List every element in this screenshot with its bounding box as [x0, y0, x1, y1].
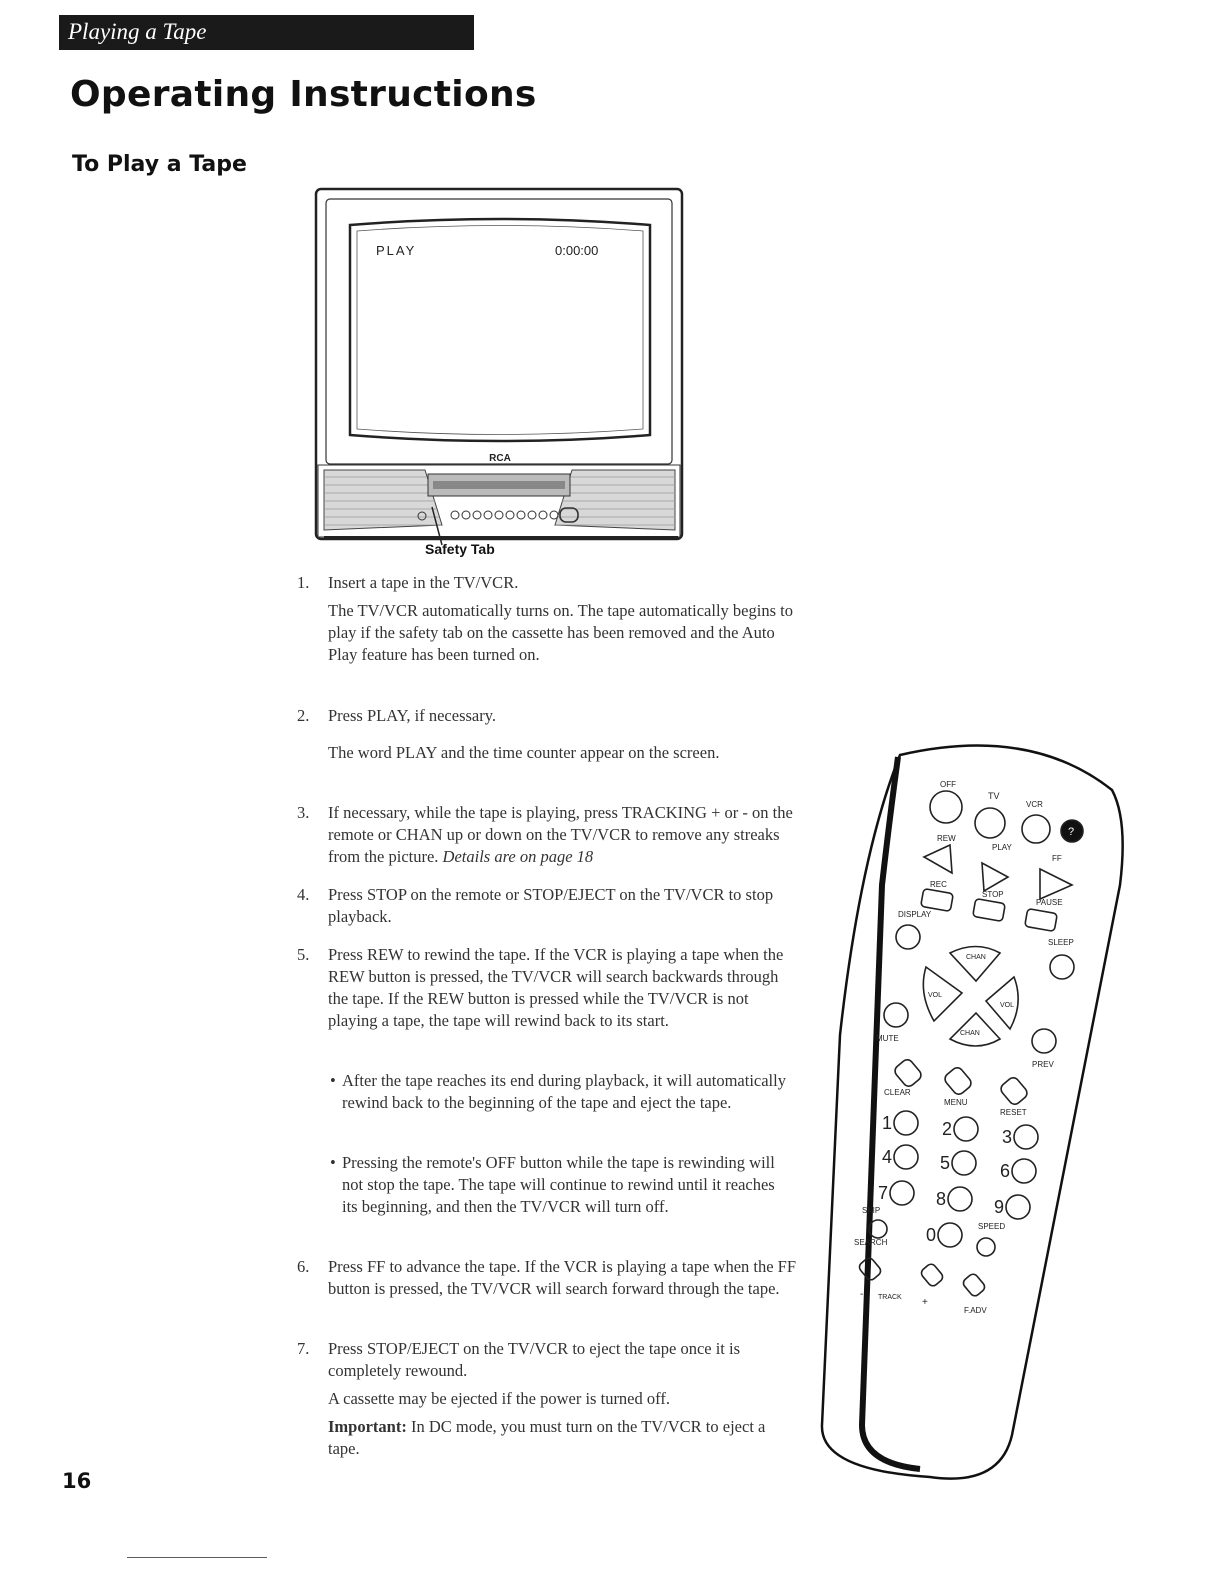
section-subtitle: To Play a Tape — [72, 152, 247, 177]
clear-label: CLEAR — [884, 1088, 911, 1097]
step-text: Press STOP/EJECT on the TV/VCR to eject the tape once it is completely rewound. — [328, 1339, 741, 1380]
step-7 — [297, 1338, 798, 1382]
step-number: 7. — [297, 1339, 310, 1358]
digit-6-label: 6 — [1000, 1161, 1011, 1181]
screen-mode-text: PLAY — [376, 243, 417, 258]
left-speaker-grille — [324, 470, 442, 530]
step-number: 5. — [297, 945, 310, 964]
vol-left-label: VOL — [928, 992, 943, 999]
digit-1-label: 1 — [882, 1113, 893, 1133]
digit-4-label: 4 — [882, 1147, 893, 1167]
section-header-bar — [59, 15, 474, 50]
brand-logo: RCA — [489, 453, 511, 464]
step-5 — [297, 944, 798, 1032]
step-5-bullet-2: • Pressing the remote's OFF button while the tape is rewinding will not stop the tape. The tape will continue to rewind until it reaches its beginning, and then the TV/VCR will turn off. — [330, 1152, 790, 1218]
step-3 — [297, 802, 798, 868]
rew-label: REW — [937, 834, 956, 843]
step-6 — [297, 1256, 798, 1300]
page-number: 16 — [62, 1469, 92, 1493]
digit-9-label: 9 — [994, 1197, 1005, 1217]
step-text: Press REW to rewind the tape. If the VCR is playing a tape when the REW button is pressed, the TV/VCR will search backwards through the tape. If the REW button is pressed while the TV/VCR is not playing a tape, the tape will rewind back to its start. — [328, 945, 784, 1030]
prev-label: PREV — [1032, 1060, 1054, 1069]
tv-label: TV — [988, 791, 1000, 801]
chan-up-label: CHAN — [966, 954, 986, 961]
step-7-note: A cassette may be ejected if the power is turned off. — [328, 1389, 670, 1408]
chan-down-label: CHAN — [960, 1030, 980, 1037]
track-label: TRACK — [878, 1294, 902, 1301]
step-text — [328, 802, 798, 868]
important-text: In DC mode, you must turn on the TV/VCR to eject a tape. — [328, 1417, 766, 1458]
safety-tab-caption: Safety Tab — [425, 541, 495, 557]
fadv-label: F.ADV — [964, 1306, 987, 1315]
mute-label: MUTE — [876, 1034, 899, 1043]
off-label: OFF — [940, 780, 956, 789]
page-title: Operating Instructions — [70, 74, 537, 115]
page-reference: Details are on page 18 — [442, 847, 594, 866]
step-3-main: If necessary, while the tape is playing, press TRACKING + or - on the remote or CHAN up or down on the TV/VCR to remove any streaks from the picture. — [328, 803, 793, 866]
digit-3-label: 3 — [1002, 1127, 1013, 1147]
footer-rule — [127, 1557, 267, 1558]
step-number: 4. — [297, 885, 310, 904]
ff-label: FF — [1052, 854, 1062, 863]
step-2 — [297, 705, 798, 727]
screen-counter-text: 0:00:00 — [555, 243, 599, 258]
play-label: PLAY — [992, 843, 1012, 852]
step-5-bullet-1: • After the tape reaches its end during playback, it will automatically rewind back to the beginning of the tape and eject the tape. — [330, 1070, 790, 1114]
rec-label: REC — [930, 880, 947, 889]
important-label: Important: — [328, 1417, 407, 1436]
display-label: DISPLAY — [898, 910, 932, 919]
pause-label: PAUSE — [1036, 898, 1063, 907]
digit-0-label: 0 — [926, 1225, 937, 1245]
digit-8-label: 8 — [936, 1189, 947, 1209]
step-number: 2. — [297, 706, 310, 725]
bullet-text: After the tape reaches its end during playback, it will automatically rewind back to the beginning of the tape and eject the tape. — [342, 1071, 786, 1112]
digit-2-label: 2 — [942, 1119, 953, 1139]
tv-vcr-illustration — [310, 185, 690, 565]
section-label: Playing a Tape — [68, 19, 207, 44]
remote-control-illustration — [800, 735, 1130, 1495]
skip-label: SKIP — [862, 1206, 881, 1215]
step-number: 3. — [297, 803, 310, 822]
vcr-label: VCR — [1026, 800, 1043, 809]
step-2-detail: The word PLAY and the time counter appear on the screen. — [328, 743, 720, 762]
track-plus-label: + — [922, 1297, 928, 1308]
step-4 — [297, 884, 798, 928]
step-1-detail: The TV/VCR automatically turns on. The tape automatically begins to play if the safety tab on the cassette has been removed and the Auto Play feature has been turned on. — [328, 601, 793, 664]
step-1 — [297, 572, 798, 594]
step-text: Press FF to advance the tape. If the VCR is playing a tape when the FF button is pressed, the TV/VCR will search forward through the tape. — [328, 1257, 797, 1298]
reset-label: RESET — [1000, 1108, 1027, 1117]
bullet-text: Pressing the remote's OFF button while the tape is rewinding will not stop the tape. The tape will continue to rewind until it reaches its beginning, and then the TV/VCR will turn off. — [342, 1153, 775, 1216]
step-text: Insert a tape in the TV/VCR. — [328, 573, 519, 592]
vol-right-label: VOL — [1000, 1002, 1015, 1009]
stop-label: STOP — [982, 890, 1004, 899]
sleep-label: SLEEP — [1048, 938, 1074, 947]
svg-text:?: ? — [1068, 826, 1075, 838]
speed-label: SPEED — [978, 1222, 1006, 1231]
track-minus-label: - — [860, 1289, 864, 1300]
step-number: 1. — [297, 573, 310, 592]
digit-7-label: 7 — [878, 1183, 889, 1203]
step-text: Press STOP on the remote or STOP/EJECT on the TV/VCR to stop playback. — [328, 885, 774, 926]
important-note — [328, 1416, 798, 1460]
search-label: SEARCH — [854, 1238, 888, 1247]
digit-5-label: 5 — [940, 1153, 951, 1173]
step-text: Press PLAY, if necessary. — [328, 706, 497, 725]
right-speaker-grille — [555, 470, 675, 530]
menu-label: MENU — [944, 1098, 968, 1107]
step-number: 6. — [297, 1257, 310, 1276]
